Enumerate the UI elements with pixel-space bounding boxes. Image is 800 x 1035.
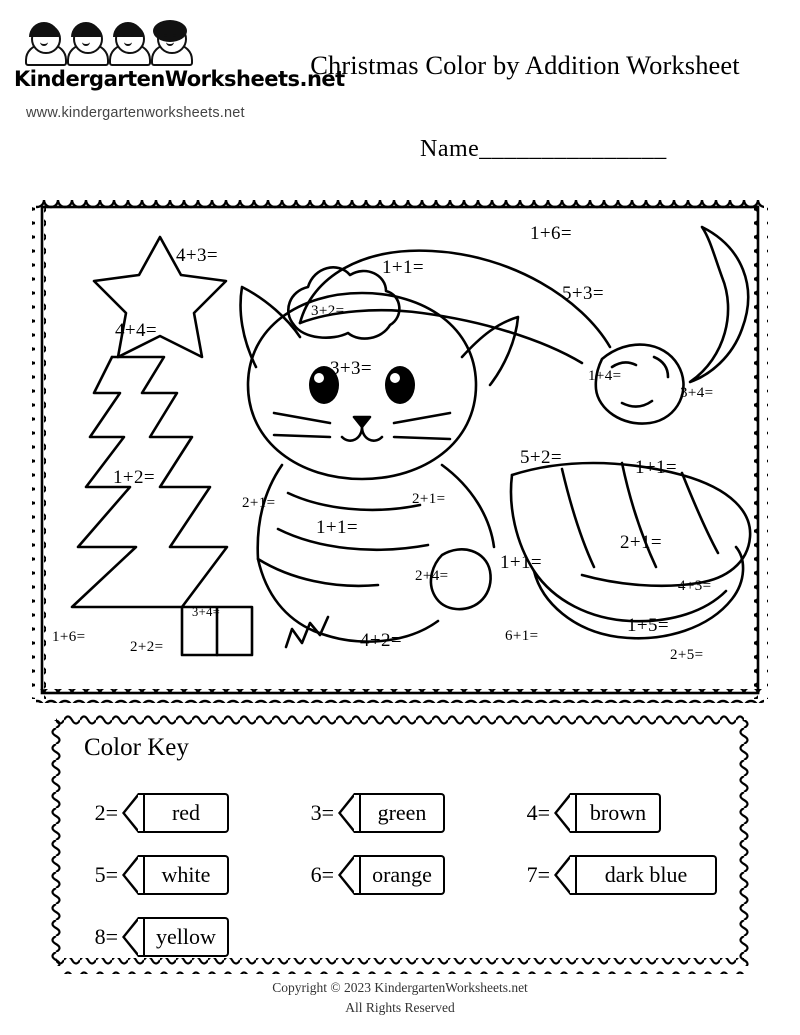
equation: 1+4= [588, 368, 622, 384]
color-name: green [361, 793, 445, 833]
color-name: white [145, 855, 229, 895]
color-name: red [145, 793, 229, 833]
equation: 1+1= [316, 517, 359, 538]
equation: 3+4= [192, 605, 221, 619]
crayon-icon [122, 917, 229, 957]
color-key-item [300, 793, 516, 833]
kid-figure-icon [106, 22, 150, 66]
coloring-picture [30, 195, 770, 705]
equation: 1+1= [382, 257, 425, 278]
crayon-icon [338, 793, 445, 833]
equation: 5+2= [520, 447, 563, 468]
color-key-number: 7= [526, 862, 550, 887]
color-name: yellow [145, 917, 229, 957]
color-key-item [84, 917, 300, 957]
equation: 1+1= [635, 457, 678, 478]
color-key-item [516, 855, 732, 895]
kids-illustration-icon [22, 22, 252, 66]
equation: 2+1= [620, 532, 663, 553]
equation: 3+4= [680, 385, 714, 401]
color-name: dark blue [577, 855, 717, 895]
copyright-text: Copyright © 2023 KindergartenWorksheets.net [272, 980, 528, 995]
color-key-row [84, 844, 734, 906]
equation: 3+2= [311, 303, 345, 319]
color-key-number: 5= [94, 862, 118, 887]
page-title: Christmas Color by Addition Worksheet [310, 50, 740, 80]
kid-figure-icon [22, 22, 66, 66]
page-footer [0, 978, 800, 1017]
equation: 4+4= [115, 320, 158, 341]
crayon-icon [122, 855, 229, 895]
crayon-icon [554, 855, 717, 895]
equation: 2+5= [670, 647, 704, 663]
color-key-title: Color Key [84, 734, 189, 761]
equation: 2+4= [415, 568, 449, 584]
color-key-number: 8= [94, 924, 118, 949]
color-name: brown [577, 793, 661, 833]
color-key-panel [48, 712, 752, 974]
color-name: orange [361, 855, 445, 895]
equation: 6+1= [505, 628, 539, 644]
rights-text: All Rights Reserved [345, 999, 455, 1015]
kid-figure-icon [64, 22, 108, 66]
crayon-icon [338, 855, 445, 895]
site-url: www.kindergartenworksheets.net [26, 105, 245, 121]
crayon-icon [122, 793, 229, 833]
site-logo[interactable] [14, 22, 345, 121]
equation: 2+1= [412, 491, 446, 507]
equation: 4+2= [360, 630, 403, 651]
color-key-number: 2= [94, 800, 118, 825]
color-key-item [300, 855, 516, 895]
color-key-row [84, 906, 734, 968]
name-field-label: Name_______________ [420, 136, 667, 162]
equation: 1+6= [530, 223, 573, 244]
equation: 3+3= [330, 358, 373, 379]
equation: 1+1= [500, 552, 543, 573]
logo-wordmark: KindergartenWorksheets.net [14, 67, 345, 91]
color-key-row [84, 782, 734, 844]
equation: 2+2= [130, 639, 164, 655]
crayon-icon [554, 793, 661, 833]
color-key-item [516, 793, 732, 833]
equation: 1+5= [627, 615, 670, 636]
kid-figure-icon [148, 22, 192, 66]
equation: 1+6= [52, 629, 86, 645]
color-key-number: 4= [526, 800, 550, 825]
equation: 1+2= [113, 467, 156, 488]
color-key-number: 6= [310, 862, 334, 887]
color-key-item [84, 793, 300, 833]
equation: 5+3= [562, 283, 605, 304]
color-key-number: 3= [310, 800, 334, 825]
color-key-rows [84, 782, 734, 968]
color-key-item [84, 855, 300, 895]
page-header [0, 0, 800, 162]
equation: 2+1= [242, 495, 276, 511]
equation: 4+3= [678, 578, 712, 594]
equation: 4+3= [176, 245, 219, 266]
